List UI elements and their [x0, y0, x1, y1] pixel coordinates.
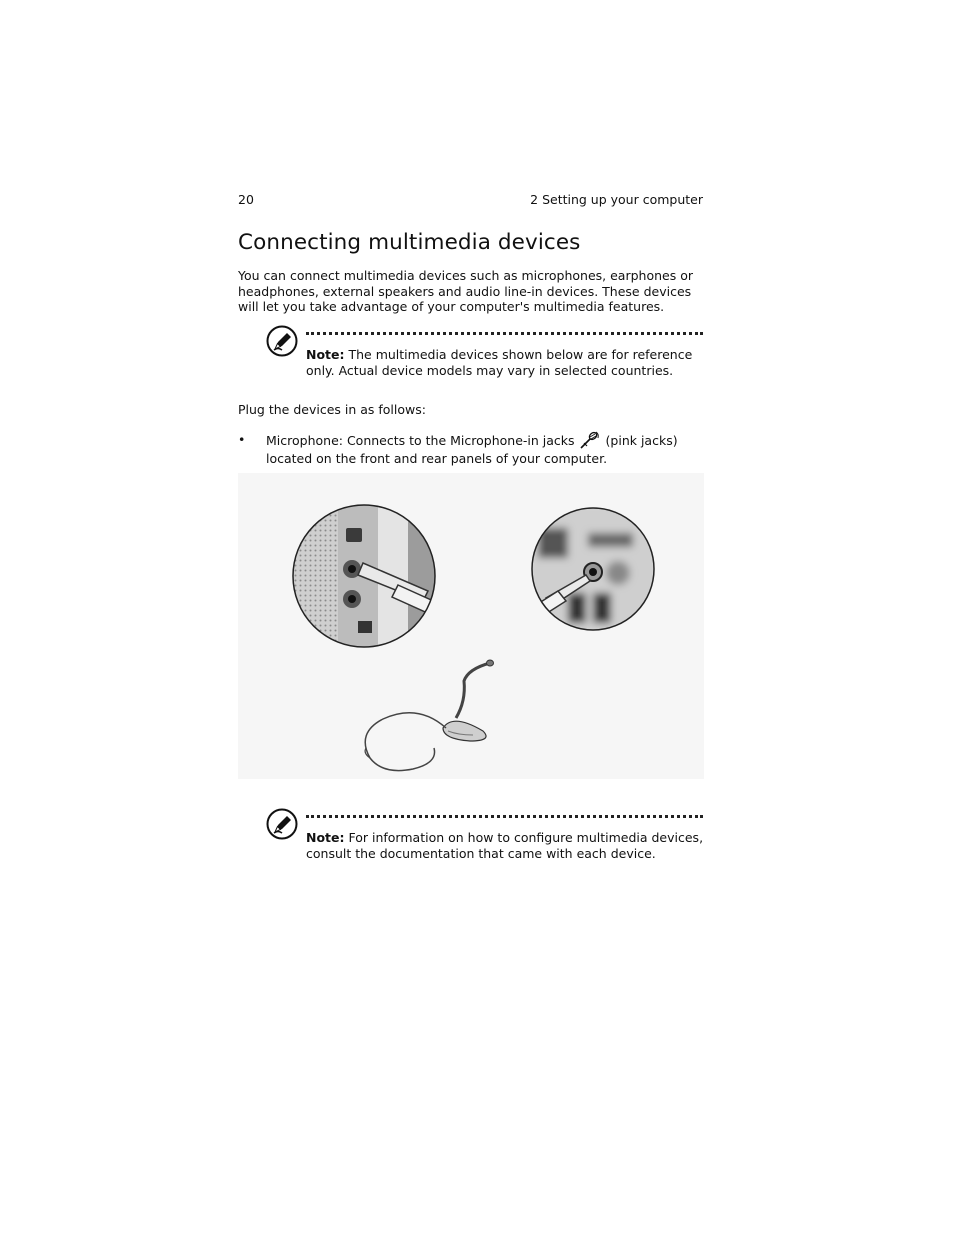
note-text	[306, 347, 706, 378]
note-pen-icon	[266, 325, 298, 357]
note-label: Note:	[306, 830, 345, 845]
microphone-connection-illustration	[238, 473, 704, 779]
section-title: Connecting multimedia devices	[238, 230, 581, 255]
bullet-text-after: (pink jacks) located on the front and rear panels of your computer.	[266, 433, 678, 466]
note-label: Note:	[306, 347, 345, 362]
page-number: 20	[238, 192, 254, 207]
note-pen-icon	[266, 808, 298, 840]
note-body: The multimedia devices shown below are for reference only. Actual device models may vary in selected countries.	[306, 347, 693, 378]
bullet-text	[266, 431, 706, 468]
note-body: For information on how to configure multimedia devices, consult the documentation that came with each device.	[306, 830, 704, 861]
note-divider	[306, 815, 703, 818]
chapter-title: 2 Setting up your computer	[530, 192, 703, 207]
intro-paragraph: You can connect multimedia devices such as microphones, earphones or headphones, external speakers and audio line-in devices. These devices will let you take advantage of your computer's multimedia features.	[238, 268, 693, 315]
microphone-icon	[578, 431, 600, 449]
plug-intro: Plug the devices in as follows:	[238, 402, 426, 417]
bullet-text-before: Microphone: Connects to the Microphone-in jacks	[266, 433, 575, 448]
note-text	[306, 830, 706, 861]
note-divider	[306, 332, 703, 335]
bullet-marker: •	[238, 432, 246, 447]
